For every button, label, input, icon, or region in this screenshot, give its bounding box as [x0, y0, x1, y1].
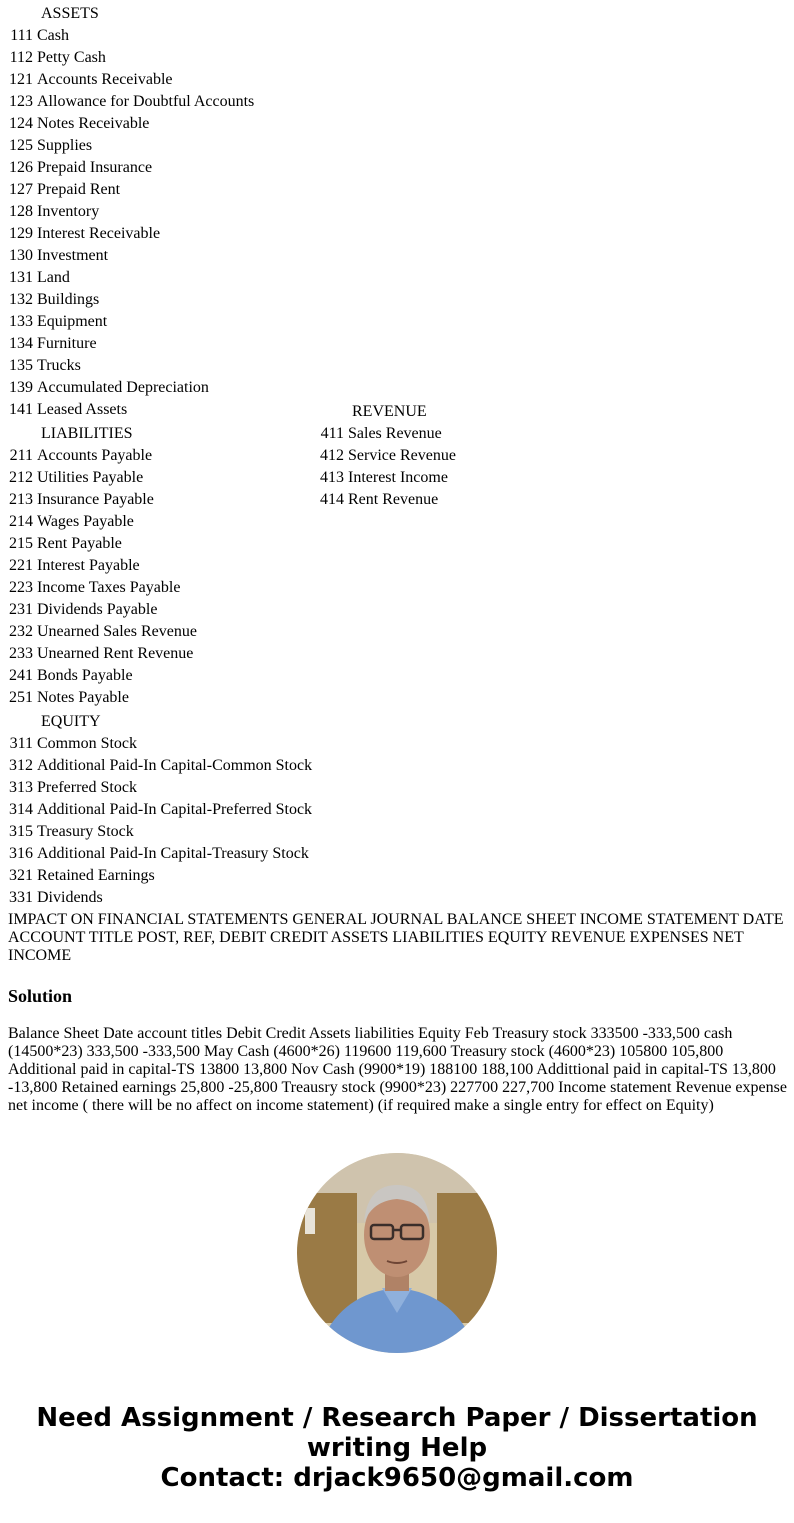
account-row: [9, 69, 173, 91]
account-title: Accounts Payable: [37, 447, 153, 464]
account-title: Allowance for Doubtful Accounts: [37, 93, 255, 110]
account-number: 123: [9, 93, 33, 110]
account-title: Notes Receivable: [37, 115, 150, 132]
account-number: 124: [9, 115, 33, 132]
account-number: 127: [9, 181, 33, 198]
account-number: 112: [9, 49, 33, 66]
account-title: Inventory: [37, 203, 100, 220]
account-number: 314: [9, 801, 33, 818]
account-row: [9, 201, 99, 223]
account-number: 211: [9, 447, 33, 464]
account-title: Bonds Payable: [37, 667, 133, 684]
account-number: 129: [9, 225, 33, 242]
account-title: Wages Payable: [37, 513, 134, 530]
account-title: Interest Receivable: [37, 225, 161, 242]
account-number: 251: [9, 689, 33, 706]
account-row: [9, 355, 81, 377]
account-number: 231: [9, 601, 33, 618]
account-row: [9, 577, 180, 599]
account-title: Equipment: [37, 313, 108, 330]
account-row: [9, 511, 134, 533]
tutor-avatar: [297, 1153, 497, 1353]
account-row: [9, 599, 157, 621]
account-row: [9, 777, 137, 799]
account-number: 232: [9, 623, 33, 640]
account-row: [9, 755, 312, 777]
account-number: 411: [320, 425, 344, 442]
account-number: 135: [9, 357, 33, 374]
account-title: Notes Payable: [37, 689, 129, 706]
account-row: [9, 687, 129, 709]
account-title: Additional Paid-In Capital-Common Stock: [37, 757, 313, 774]
account-number: 132: [9, 291, 33, 308]
account-number: 223: [9, 579, 33, 596]
account-number: 241: [9, 667, 33, 684]
account-number: 133: [9, 313, 33, 330]
account-title: Additional Paid-In Capital-Treasury Stock: [37, 845, 309, 862]
account-row: [9, 555, 140, 577]
account-row: [9, 311, 107, 333]
account-title: Treasury Stock: [37, 823, 134, 840]
account-number: 233: [9, 645, 33, 662]
account-title: Dividends: [37, 889, 103, 906]
account-row: [9, 91, 254, 113]
account-number: 121: [9, 71, 33, 88]
account-number: 311: [9, 735, 33, 752]
account-number: 312: [9, 757, 33, 774]
account-number: 213: [9, 491, 33, 508]
account-number: 141: [9, 401, 33, 418]
account-title: Service Revenue: [348, 447, 456, 464]
promo-banner: [0, 1403, 794, 1493]
account-number: 125: [9, 137, 33, 154]
account-number: 212: [9, 469, 33, 486]
account-title: Leased Assets: [37, 401, 128, 418]
account-title: Additional Paid-In Capital-Preferred Stock: [37, 801, 313, 818]
account-number: 130: [9, 247, 33, 264]
account-row: [9, 135, 92, 157]
account-number: 412: [320, 447, 344, 464]
account-number: 413: [320, 469, 344, 486]
account-number: 214: [9, 513, 33, 530]
account-number: 131: [9, 269, 33, 286]
promo-line-3: Contact: drjack9650@gmail.com: [160, 1463, 634, 1493]
account-row: [9, 489, 154, 511]
assets-heading: ASSETS: [41, 5, 99, 22]
account-row: [9, 533, 122, 555]
account-title: Utilities Payable: [37, 469, 144, 486]
account-number: 414: [320, 491, 344, 508]
account-title: Income Taxes Payable: [37, 579, 181, 596]
account-title: Preferred Stock: [37, 779, 137, 796]
equity-heading: EQUITY: [41, 713, 101, 730]
account-row: [9, 333, 97, 355]
account-row: [9, 445, 152, 467]
account-title: Buildings: [37, 291, 100, 308]
account-row: [9, 113, 149, 135]
account-title: Land: [37, 269, 70, 286]
account-title: Accumulated Depreciation: [37, 379, 209, 396]
account-title: Furniture: [37, 335, 97, 352]
account-number: 316: [9, 845, 33, 862]
account-row: [9, 399, 127, 421]
account-title: Rent Payable: [37, 535, 122, 552]
solution-body: Balance Sheet Date account titles Debit Credit Assets liabilities Equity Feb Treasury stock 333500 -333,500 cash (14500*23) 333,500 -333,500 May Cash (4600*26) 119600 119,600 Treasury stock (4600*23) 105800 105,800 Additional paid in capital-TS 13800 13,800 Nov Cash (9900*19) 188100 188,100 Addittional paid in capital-TS 13,800 -13,800 Retained earnings 25,800 -25,800 Treausry stock (9900*23) 227700 227,700 Income statement Revenue expense net income ( there will be no affect on income statement) (if required make a single entry for effect on Equity): [8, 1025, 787, 1114]
impact-header-text: IMPACT ON FINANCIAL STATEMENTS GENERAL JOURNAL BALANCE SHEET INCOME STATEMENT DATE ACCOUNT TITLE POST, REF, DEBIT CREDIT ASSETS LIABILITIES EQUITY REVENUE EXPENSES NET INCOME: [8, 911, 784, 964]
account-row: [9, 843, 309, 865]
account-row: [320, 445, 456, 467]
account-title: Retained Earnings: [37, 867, 155, 884]
account-row: [9, 47, 106, 69]
tutor-photo: [297, 1153, 497, 1353]
account-number: 331: [9, 889, 33, 906]
account-row: [9, 799, 312, 821]
revenue-heading: REVENUE: [352, 403, 427, 420]
account-number: 111: [10, 27, 33, 44]
account-title: Dividends Payable: [37, 601, 158, 618]
account-title: Insurance Payable: [37, 491, 154, 508]
account-row: [9, 245, 108, 267]
account-number: 128: [9, 203, 33, 220]
account-row: [9, 887, 103, 909]
account-number: 221: [9, 557, 33, 574]
account-row: [9, 643, 193, 665]
account-title: Unearned Rent Revenue: [37, 645, 194, 662]
promo-line-2: writing Help: [306, 1433, 488, 1463]
account-row: [9, 157, 152, 179]
account-title: Cash: [37, 27, 69, 44]
account-number: 134: [9, 335, 33, 352]
account-title: Interest Payable: [37, 557, 140, 574]
account-row: [9, 467, 143, 489]
promo-line-1: Need Assignment / Research Paper / Dissertation: [36, 1403, 758, 1433]
account-row: [9, 267, 70, 289]
account-title: Common Stock: [37, 735, 138, 752]
solution-title: Solution: [8, 986, 73, 1006]
account-title: Supplies: [37, 137, 93, 154]
account-number: 315: [9, 823, 33, 840]
account-row: [9, 865, 155, 887]
account-title: Interest Income: [348, 469, 448, 486]
account-row: [9, 621, 197, 643]
account-number: 215: [9, 535, 33, 552]
account-title: Sales Revenue: [348, 425, 442, 442]
account-row: [9, 223, 160, 245]
account-title: Accounts Receivable: [37, 71, 173, 88]
account-number: 313: [9, 779, 33, 796]
account-title: Unearned Sales Revenue: [37, 623, 197, 640]
account-title: Petty Cash: [37, 49, 106, 66]
account-row: [9, 733, 137, 755]
account-row: [320, 423, 442, 445]
account-number: 126: [9, 159, 33, 176]
account-title: Prepaid Rent: [37, 181, 121, 198]
account-row: [9, 289, 99, 311]
account-row: [320, 489, 438, 511]
account-row: [9, 665, 133, 687]
account-row: [320, 467, 448, 489]
account-title: Rent Revenue: [348, 491, 439, 508]
account-row: [9, 179, 120, 201]
account-number: 139: [9, 379, 33, 396]
account-title: Prepaid Insurance: [37, 159, 153, 176]
account-title: Trucks: [37, 357, 81, 374]
account-title: Investment: [37, 247, 109, 264]
liabilities-heading: LIABILITIES: [41, 425, 133, 442]
account-number: 321: [9, 867, 33, 884]
account-row: [9, 821, 134, 843]
account-row: [9, 25, 69, 47]
account-row: [9, 377, 209, 399]
